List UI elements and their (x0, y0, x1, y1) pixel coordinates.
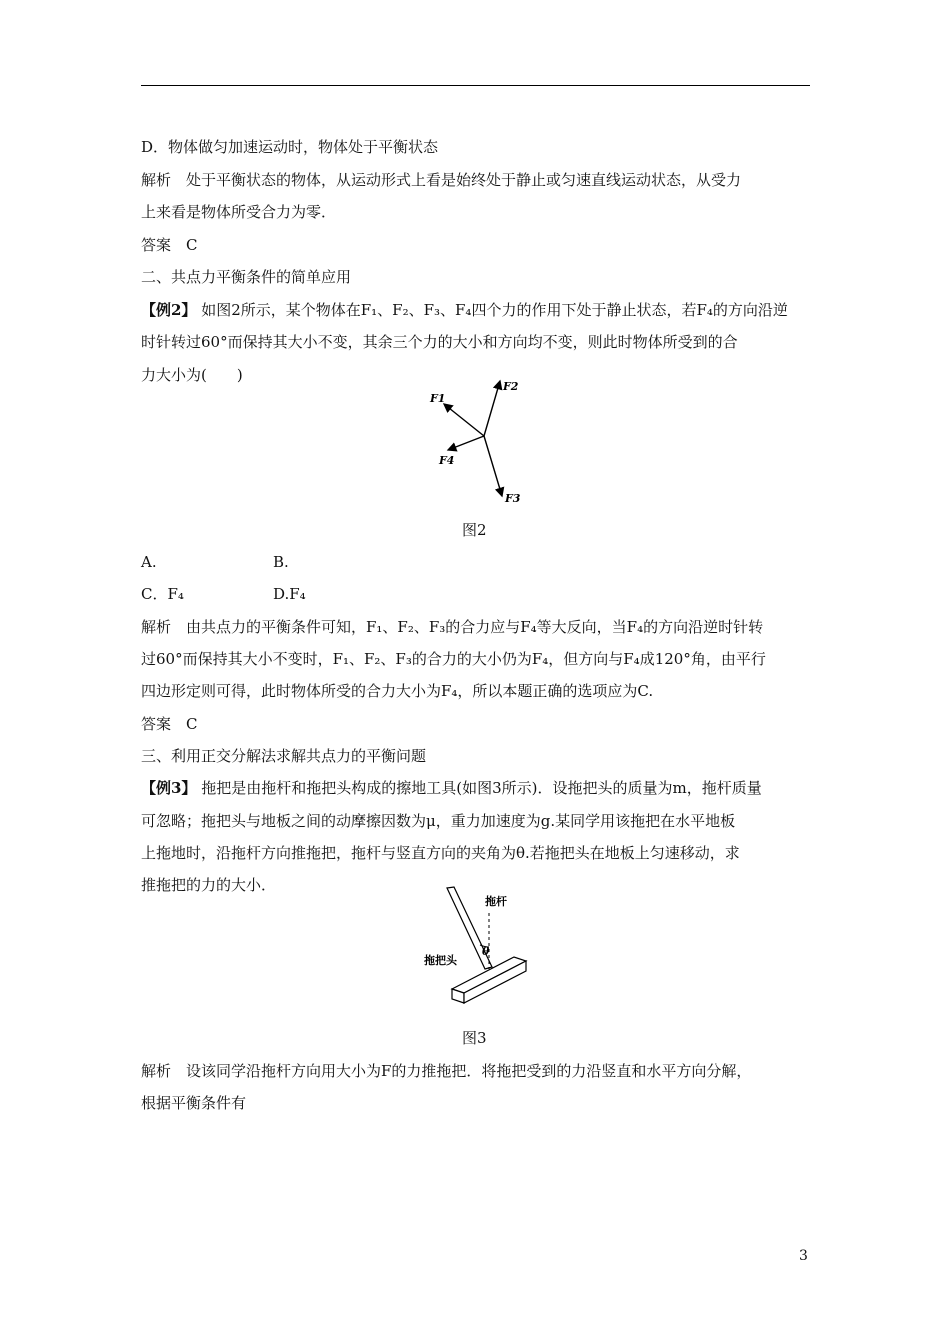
example-3-line (141, 778, 821, 798)
example-2-line: 力大小为( ) (141, 366, 243, 384)
options-ab-line (141, 552, 821, 572)
handle-label: 拖杆 (485, 895, 507, 908)
figure-2-force-diagram (420, 372, 530, 512)
option-a: A. (141, 553, 157, 571)
figure-3-caption: 图3 (462, 1029, 487, 1047)
force-f4-arrow (448, 436, 484, 450)
force-f1-arrow (444, 404, 484, 436)
example-3-line: 上拖地时，沿拖杆方向推拖把，拖杆与竖直方向的夹角为θ.若拖把头在地板上匀速移动，求 (141, 844, 740, 862)
header-rule (141, 85, 810, 86)
label-f3: F3 (505, 492, 521, 505)
force-f2-arrow (484, 381, 500, 436)
force-f3-arrow (484, 436, 502, 496)
section-heading: 三、利用正交分解法求解共点力的平衡问题 (141, 747, 427, 765)
section-heading: 二、共点力平衡条件的简单应用 (141, 268, 352, 286)
figure-2-caption: 图2 (462, 521, 487, 539)
option-b: B. (273, 553, 289, 571)
example-2-text: 如图2所示，某个物体在F₁、F₂、F₃、F₄四个力的作用下处于静止状态，若F₄的方向沿逆 (201, 301, 788, 319)
example-2-line (141, 300, 821, 320)
option-d-line: D．物体做匀加速运动时，物体处于平衡状态 (141, 138, 439, 156)
example-3-text: 拖把是由拖杆和拖把头构成的擦地工具(如图3所示)．设拖把头的质量为m，拖杆质量 (201, 779, 762, 797)
analysis-line: 上来看是物体所受合力为零． (141, 203, 337, 221)
options-cd-line (141, 584, 821, 604)
example-3-tag: 【例3】 (141, 779, 197, 797)
figure-3-mop-diagram (420, 885, 540, 1020)
label-f4: F4 (439, 454, 455, 467)
example-3-line: 可忽略；拖把头与地板之间的动摩擦因数为μ，重力加速度为g.某同学用该拖把在水平地板 (141, 812, 736, 830)
option-c: C．F₄ (141, 585, 184, 603)
example-3-line: 推拖把的力的大小． (141, 876, 277, 894)
theta-label: θ (482, 945, 490, 958)
answer-line: 答案 C (141, 715, 198, 733)
analysis-line: 解析 设该同学沿拖杆方向用大小为F的力推拖把．将拖把受到的力沿竖直和水平方向分解， (141, 1062, 752, 1080)
mop-head-label: 拖把头 (424, 954, 457, 967)
analysis-line: 四边形定则可得，此时物体所受的合力大小为F₄，所以本题正确的选项应为C. (141, 682, 654, 700)
analysis-line: 解析 处于平衡状态的物体，从运动形式上看是始终处于静止或匀速直线运动状态，从受力 (141, 171, 742, 189)
analysis-line: 根据平衡条件有 (141, 1094, 247, 1112)
label-f2: F2 (503, 380, 519, 393)
label-f1: F1 (430, 392, 446, 405)
example-2-line: 时针转过60°而保持其大小不变，其余三个力的大小和方向均不变，则此时物体所受到的合 (141, 333, 738, 351)
analysis-line: 解析 由共点力的平衡条件可知，F₁、F₂、F₃的合力应与F₄等大反向，当F₄的方向沿逆时针转 (141, 618, 764, 636)
example-2-tag: 【例2】 (141, 301, 197, 319)
analysis-line: 过60°而保持其大小不变时，F₁、F₂、F₃的合力的大小仍为F₄，但方向与F₄成120°角，由平行 (141, 650, 766, 668)
page-number: 3 (799, 1248, 808, 1264)
option-d: D.F₄ (273, 585, 306, 603)
answer-line: 答案 C (141, 236, 198, 254)
